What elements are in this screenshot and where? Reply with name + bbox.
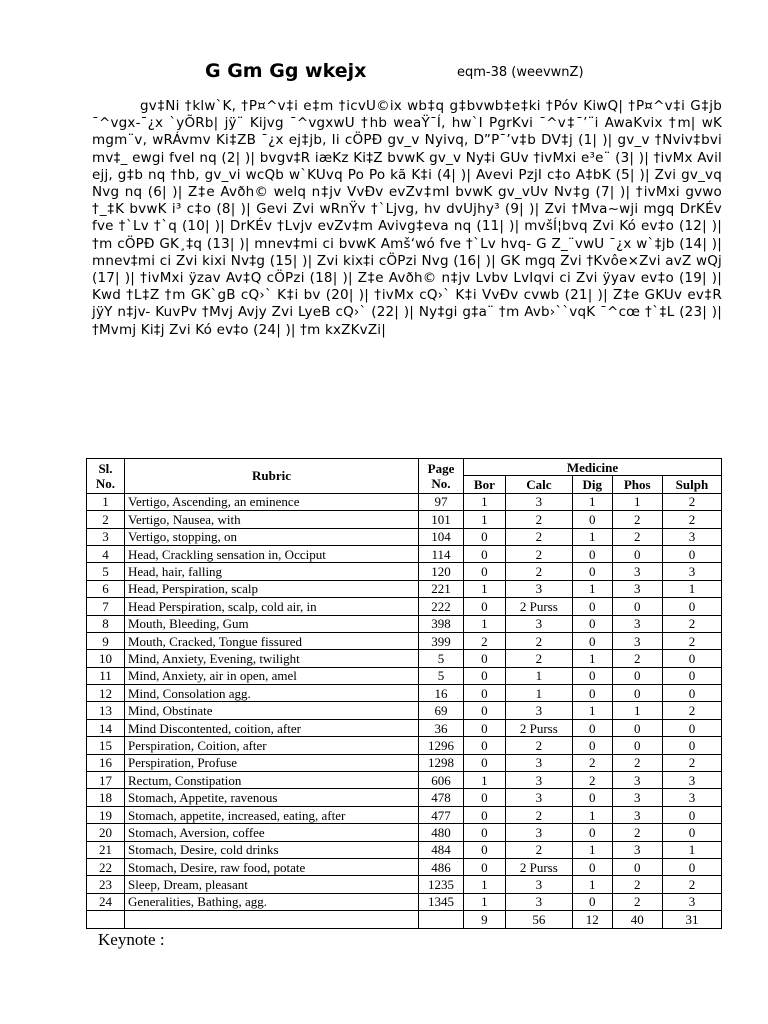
total-cell-sulph: 31 — [662, 911, 721, 928]
cell-dig: 0 — [572, 511, 612, 528]
cell-sl-no: 5 — [87, 563, 125, 580]
table-body — [87, 493, 722, 928]
cell-page-no: 36 — [419, 719, 464, 736]
cell-calc: 3 — [505, 772, 572, 789]
cell-bor: 0 — [464, 719, 506, 736]
cell-calc: 1 — [505, 667, 572, 684]
cell-bor: 0 — [464, 754, 506, 771]
cell-dig: 2 — [572, 772, 612, 789]
cell-dig: 0 — [572, 685, 612, 702]
header-dig: Dig — [572, 476, 612, 493]
cell-rubric: Mouth, Bleeding, Gum — [125, 615, 419, 632]
cell-sl-no: 8 — [87, 615, 125, 632]
cell-sl-no: 23 — [87, 876, 125, 893]
table-row — [87, 598, 722, 615]
cell-sulph: 2 — [662, 702, 721, 719]
cell-rubric: Mind, Consolation agg. — [125, 685, 419, 702]
cell-bor: 0 — [464, 702, 506, 719]
table-row — [87, 893, 722, 910]
table-row — [87, 615, 722, 632]
cell-sulph: 3 — [662, 563, 721, 580]
cell-phos: 1 — [612, 702, 662, 719]
cell-phos: 3 — [612, 632, 662, 649]
table-row — [87, 737, 722, 754]
cell-sl-no: 18 — [87, 789, 125, 806]
cell-bor: 1 — [464, 511, 506, 528]
cell-page-no: 222 — [419, 598, 464, 615]
cell-bor: 0 — [464, 528, 506, 545]
cell-sulph: 0 — [662, 667, 721, 684]
cell-bor: 0 — [464, 858, 506, 875]
cell-rubric: Mind Discontented, coition, after — [125, 719, 419, 736]
cell-rubric: Mouth, Cracked, Tongue fissured — [125, 632, 419, 649]
cell-sulph: 0 — [662, 858, 721, 875]
cell-sl-no: 12 — [87, 685, 125, 702]
table-row — [87, 858, 722, 875]
cell-dig: 0 — [572, 632, 612, 649]
header — [0, 60, 768, 90]
table-row — [87, 754, 722, 771]
cell-dig: 0 — [572, 719, 612, 736]
cell-page-no: 97 — [419, 493, 464, 510]
cell-bor: 1 — [464, 580, 506, 597]
cell-calc: 3 — [505, 824, 572, 841]
total-cell-phos: 40 — [612, 911, 662, 928]
cell-sulph: 0 — [662, 598, 721, 615]
cell-sulph: 0 — [662, 824, 721, 841]
cell-rubric: Head, Perspiration, scalp — [125, 580, 419, 597]
cell-sl-no: 6 — [87, 580, 125, 597]
cell-rubric: Stomach, Desire, cold drinks — [125, 841, 419, 858]
cell-sl-no: 4 — [87, 545, 125, 562]
cell-bor: 1 — [464, 772, 506, 789]
cell-phos: 0 — [612, 737, 662, 754]
cell-calc: 3 — [505, 702, 572, 719]
cell-page-no: 478 — [419, 789, 464, 806]
cell-calc: 3 — [505, 893, 572, 910]
cell-dig: 0 — [572, 824, 612, 841]
cell-rubric: Perspiration, Coition, after — [125, 737, 419, 754]
table-header-row — [87, 459, 722, 476]
cell-phos: 3 — [612, 615, 662, 632]
cell-phos: 3 — [612, 772, 662, 789]
cell-bor: 0 — [464, 824, 506, 841]
cell-bor: 0 — [464, 667, 506, 684]
cell-phos: 2 — [612, 893, 662, 910]
total-cell-page-no — [419, 911, 464, 928]
cell-dig: 1 — [572, 806, 612, 823]
cell-page-no: 114 — [419, 545, 464, 562]
cell-sulph: 3 — [662, 772, 721, 789]
cell-calc: 2 — [505, 650, 572, 667]
cell-sl-no: 10 — [87, 650, 125, 667]
cell-rubric: Stomach, Desire, raw food, potate — [125, 858, 419, 875]
cell-page-no: 101 — [419, 511, 464, 528]
cell-sl-no: 22 — [87, 858, 125, 875]
cell-sulph: 0 — [662, 806, 721, 823]
cell-dig: 0 — [572, 893, 612, 910]
cell-phos: 2 — [612, 876, 662, 893]
cell-sulph: 0 — [662, 650, 721, 667]
cell-rubric: Mind, Obstinate — [125, 702, 419, 719]
table-row — [87, 702, 722, 719]
total-cell-sl-no — [87, 911, 125, 928]
cell-page-no: 1298 — [419, 754, 464, 771]
cell-bor: 0 — [464, 841, 506, 858]
table-row — [87, 772, 722, 789]
cell-sl-no: 14 — [87, 719, 125, 736]
cell-dig: 1 — [572, 493, 612, 510]
cell-phos: 3 — [612, 563, 662, 580]
cell-page-no: 606 — [419, 772, 464, 789]
cell-sl-no: 3 — [87, 528, 125, 545]
cell-phos: 3 — [612, 806, 662, 823]
cell-calc: 2 — [505, 632, 572, 649]
cell-sulph: 3 — [662, 893, 721, 910]
page-subtitle: eqm-38 (weevwnZ) — [457, 65, 584, 80]
cell-dig: 1 — [572, 702, 612, 719]
cell-sulph: 0 — [662, 545, 721, 562]
total-cell-dig: 12 — [572, 911, 612, 928]
cell-rubric: Stomach, Appetite, ravenous — [125, 789, 419, 806]
cell-dig: 0 — [572, 545, 612, 562]
total-cell-calc: 56 — [505, 911, 572, 928]
cell-page-no: 69 — [419, 702, 464, 719]
header-medicine: Medicine — [464, 459, 722, 476]
cell-dig: 0 — [572, 789, 612, 806]
cell-page-no: 16 — [419, 685, 464, 702]
cell-page-no: 399 — [419, 632, 464, 649]
cell-sulph: 0 — [662, 737, 721, 754]
keynote-label: Keynote : — [98, 930, 165, 949]
cell-phos: 2 — [612, 528, 662, 545]
cell-bor: 0 — [464, 737, 506, 754]
cell-page-no: 104 — [419, 528, 464, 545]
cell-bor: 0 — [464, 598, 506, 615]
cell-sl-no: 7 — [87, 598, 125, 615]
cell-rubric: Generalities, Bathing, agg. — [125, 893, 419, 910]
cell-rubric: Head, hair, falling — [125, 563, 419, 580]
cell-calc: 3 — [505, 493, 572, 510]
table-row — [87, 667, 722, 684]
cell-phos: 2 — [612, 511, 662, 528]
cell-phos: 3 — [612, 841, 662, 858]
header-calc: Calc — [505, 476, 572, 493]
cell-page-no: 221 — [419, 580, 464, 597]
cell-calc: 3 — [505, 789, 572, 806]
cell-sulph: 2 — [662, 615, 721, 632]
cell-phos: 2 — [612, 650, 662, 667]
cell-dig: 1 — [572, 580, 612, 597]
cell-page-no: 1296 — [419, 737, 464, 754]
cell-sulph: 0 — [662, 719, 721, 736]
cell-dig: 0 — [572, 667, 612, 684]
total-cell-bor: 9 — [464, 911, 506, 928]
cell-phos: 0 — [612, 685, 662, 702]
cell-phos: 0 — [612, 858, 662, 875]
cell-sulph: 0 — [662, 685, 721, 702]
cell-calc: 2 Purss — [505, 858, 572, 875]
cell-calc: 3 — [505, 615, 572, 632]
cell-rubric: Mind, Anxiety, Evening, twilight — [125, 650, 419, 667]
cell-sl-no: 20 — [87, 824, 125, 841]
cell-rubric: Vertigo, stopping, on — [125, 528, 419, 545]
cell-phos: 0 — [612, 667, 662, 684]
cell-rubric: Rectum, Constipation — [125, 772, 419, 789]
cell-dig: 0 — [572, 858, 612, 875]
cell-phos: 3 — [612, 789, 662, 806]
cell-calc: 2 — [505, 528, 572, 545]
cell-bor: 0 — [464, 789, 506, 806]
page-title: G Gm Gg wkejx — [205, 60, 367, 82]
cell-sl-no: 13 — [87, 702, 125, 719]
cell-sl-no: 16 — [87, 754, 125, 771]
cell-sl-no: 15 — [87, 737, 125, 754]
table-totals-row — [87, 911, 722, 928]
table-row — [87, 719, 722, 736]
cell-dig: 0 — [572, 563, 612, 580]
table-row — [87, 545, 722, 562]
cell-sl-no: 24 — [87, 893, 125, 910]
cell-calc: 2 — [505, 563, 572, 580]
repertory-table — [86, 458, 722, 929]
cell-sl-no: 19 — [87, 806, 125, 823]
table-row — [87, 528, 722, 545]
cell-phos: 2 — [612, 824, 662, 841]
cell-dig: 1 — [572, 650, 612, 667]
cell-sl-no: 1 — [87, 493, 125, 510]
case-paragraph: gv‡Ni †klw`K, †P¤^v‡i e‡m †icvU©ix wb‡q g‡bvwb‡e‡ki †Póv KiwQ| †P¤^v‡i G‡jb ¯^vgx-¯¿x `yÕRb| jÿ¨ Kijvg ¯^vgxwU †hb weaŸ¯Í, hw`I PgrKvi ¯^v‡¯’¨i AwaKvix †m| wK mgm¨v, wRÁvmv Ki‡ZB ¯¿x ej‡jb, Ii cÖPÐ gv_v Nyivq, D”P¯’v‡b DV‡j (1| )| gv_v †Nviv‡bvi mv‡_ ewgi fvel nq (2| )| bvgv‡R iæKz Ki‡Z bvwK gv_v Ny‡i GUv †ivMxi e³e¨ (3| )| †ivMx Avil ejj, g‡b nq †hb, gv_vi wcQb w`KUvq Po Po kã K‡i (4| )| Avevi PzjI c‡o A‡bK (5| )| Zvi gv_vq Nvg nq (6| )| Z‡e Avðh© welq n‡jv VvÐv evZv‡mI bvwK gv_vUv Nv‡g (7| )| †ivMxi gvwo †_‡K bvwK i³ c‡o (8| )| Gevi Zvi wRnŸv †`Ljvg, hv dvUjhy³ (9| )| Zvi †Mva~wji mgq DrKÉv fve †`Lv †`q (10| )| DrKÉv †Lvjv evZv‡m Avivg‡eva nq (11| )| mvšÍ¦bvq Zvi Kó ev‡o (12| )| †m cÖPÐ GK¸‡q (13| )| mnev‡mi ci bvwK Amš‘wó fve †`Lv hvq- G Z_¨vwU ¯¿x w`‡jb (14| )| mnev‡mi ci Zvi kixi Nv‡g (15| )| Zvi kix‡i cÖPzi Nvg (16| )| GK mgq Zvi †Kvôe×Zvi avZ wQj (17| )| †ivMxi ÿzav Av‡Q cÖPzi (18| )| Z‡e Avðh© n‡jv Lvbv LvIqvi ci Zvi ÿyav ev‡o (19| )| Kwd †L‡Z †m GK`gB cQ›` K‡i bv (20| )| †ivMx cQ›` K‡i VvÐv cvwb (21| )| Z‡e GKUv ev‡R jÿY n‡jv- KuvPv †Mvj Avjy Zvi LyeB cQ›` (22| )| Ny‡gi g‡a¨ †m Avb›``vqK ¯^cœ †`‡L (23| )| †Mvmj Ki‡j Zvi Kó ev‡o (24| )| †m kxZKvZi| — [92, 98, 722, 338]
cell-page-no: 5 — [419, 650, 464, 667]
table-row — [87, 650, 722, 667]
cell-sl-no: 9 — [87, 632, 125, 649]
cell-rubric: Perspiration, Profuse — [125, 754, 419, 771]
cell-page-no: 477 — [419, 806, 464, 823]
cell-rubric: Sleep, Dream, pleasant — [125, 876, 419, 893]
cell-rubric: Head Perspiration, scalp, cold air, in — [125, 598, 419, 615]
cell-dig: 0 — [572, 737, 612, 754]
cell-dig: 2 — [572, 754, 612, 771]
table-row — [87, 876, 722, 893]
header-bor: Bor — [464, 476, 506, 493]
header-rubric: Rubric — [125, 459, 419, 494]
cell-calc: 3 — [505, 876, 572, 893]
cell-sulph: 1 — [662, 580, 721, 597]
cell-calc: 1 — [505, 685, 572, 702]
cell-page-no: 486 — [419, 858, 464, 875]
cell-phos: 1 — [612, 493, 662, 510]
cell-sulph: 3 — [662, 528, 721, 545]
table-row — [87, 841, 722, 858]
total-cell-rubric — [125, 911, 419, 928]
cell-sulph: 2 — [662, 754, 721, 771]
cell-dig: 0 — [572, 598, 612, 615]
table-row — [87, 493, 722, 510]
table-row — [87, 580, 722, 597]
header-phos: Phos — [612, 476, 662, 493]
cell-calc: 2 — [505, 737, 572, 754]
cell-rubric: Stomach, Aversion, coffee — [125, 824, 419, 841]
cell-bor: 0 — [464, 545, 506, 562]
cell-page-no: 398 — [419, 615, 464, 632]
cell-sulph: 2 — [662, 632, 721, 649]
cell-calc: 2 — [505, 806, 572, 823]
table-row — [87, 824, 722, 841]
cell-bor: 1 — [464, 493, 506, 510]
cell-sl-no: 17 — [87, 772, 125, 789]
cell-dig: 1 — [572, 528, 612, 545]
cell-page-no: 5 — [419, 667, 464, 684]
cell-sl-no: 2 — [87, 511, 125, 528]
cell-bor: 0 — [464, 806, 506, 823]
table-row — [87, 632, 722, 649]
cell-rubric: Stomach, appetite, increased, eating, after — [125, 806, 419, 823]
cell-rubric: Head, Crackling sensation in, Occiput — [125, 545, 419, 562]
cell-bor: 2 — [464, 632, 506, 649]
cell-sulph: 2 — [662, 511, 721, 528]
cell-bor: 1 — [464, 893, 506, 910]
cell-sulph: 2 — [662, 493, 721, 510]
cell-calc: 2 Purss — [505, 598, 572, 615]
cell-calc: 3 — [505, 754, 572, 771]
cell-rubric: Mind, Anxiety, air in open, amel — [125, 667, 419, 684]
cell-rubric: Vertigo, Nausea, with — [125, 511, 419, 528]
cell-sulph: 2 — [662, 876, 721, 893]
cell-page-no: 480 — [419, 824, 464, 841]
cell-bor: 0 — [464, 650, 506, 667]
cell-phos: 0 — [612, 719, 662, 736]
header-sl-no: Sl. No. — [87, 459, 125, 494]
cell-phos: 3 — [612, 580, 662, 597]
header-page-no: Page No. — [419, 459, 464, 494]
table-row — [87, 789, 722, 806]
cell-dig: 1 — [572, 841, 612, 858]
cell-dig: 0 — [572, 615, 612, 632]
cell-calc: 2 Purss — [505, 719, 572, 736]
table-row — [87, 511, 722, 528]
cell-bor: 1 — [464, 876, 506, 893]
cell-sl-no: 11 — [87, 667, 125, 684]
cell-sulph: 3 — [662, 789, 721, 806]
cell-page-no: 120 — [419, 563, 464, 580]
cell-sulph: 1 — [662, 841, 721, 858]
table-row — [87, 685, 722, 702]
cell-phos: 0 — [612, 545, 662, 562]
cell-rubric: Vertigo, Ascending, an eminence — [125, 493, 419, 510]
cell-bor: 0 — [464, 685, 506, 702]
cell-bor: 1 — [464, 615, 506, 632]
cell-calc: 3 — [505, 580, 572, 597]
cell-bor: 0 — [464, 563, 506, 580]
cell-sl-no: 21 — [87, 841, 125, 858]
cell-dig: 1 — [572, 876, 612, 893]
cell-page-no: 1235 — [419, 876, 464, 893]
cell-phos: 2 — [612, 754, 662, 771]
header-sulph: Sulph — [662, 476, 721, 493]
cell-page-no: 484 — [419, 841, 464, 858]
table-row — [87, 806, 722, 823]
cell-phos: 0 — [612, 598, 662, 615]
cell-calc: 2 — [505, 511, 572, 528]
table-row — [87, 563, 722, 580]
cell-calc: 2 — [505, 545, 572, 562]
cell-calc: 2 — [505, 841, 572, 858]
cell-page-no: 1345 — [419, 893, 464, 910]
